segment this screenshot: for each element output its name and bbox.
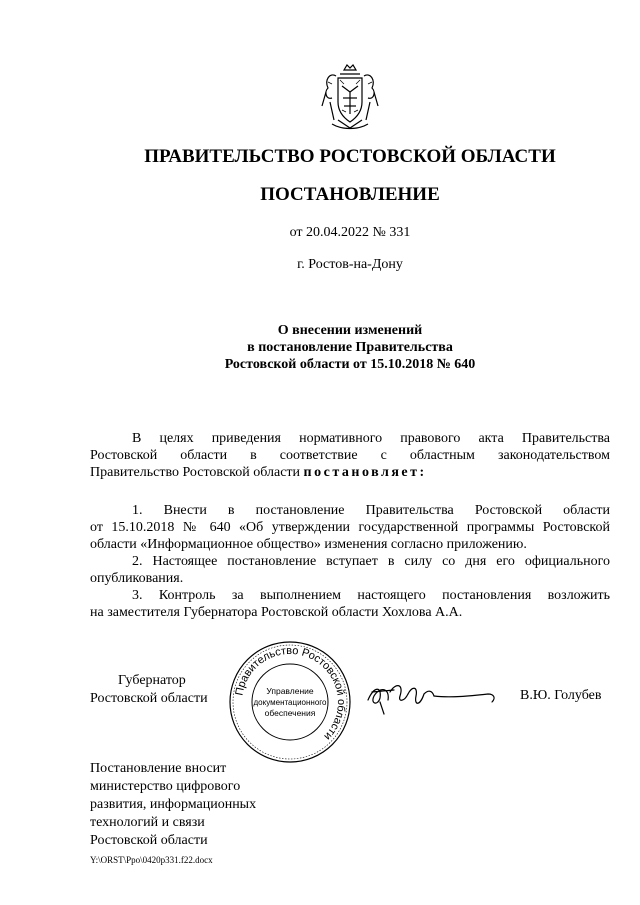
item-1-line: области «Информационное общество» изменения согласно приложению. [90,537,527,552]
position-line: Ростовской области [90,691,208,706]
document-type: ПОСТАНОВЛЕНИЕ [260,184,440,205]
seal-ring-text: Правительство Ростовской области [233,644,348,743]
file-path: Y:\ORST\Ppo\0420p331.f22.docx [90,855,213,865]
preamble-prefix: Правительство Ростовской области [90,465,304,480]
submitted-by-line: развития, информационных [90,797,257,812]
item-2-line: 2. Настоящее постановление вступает в силу со дня его официального [132,554,610,569]
government-title: ПРАВИТЕЛЬСТВО РОСТОВСКОЙ ОБЛАСТИ [144,146,556,167]
paragraph-line: В целях приведения нормативного правового акта Правительства [132,431,610,446]
seal-inner-line: Управление [266,686,314,696]
item-2-line: опубликования. [90,571,184,586]
item-1-line: от 15.10.2018 № 640 «Об утверждении государственной программы Ростовской [90,520,610,535]
decree-keyword: постановляет: [303,465,427,480]
document-date-number: от 20.04.2022 № 331 [289,225,411,240]
position-line: Губернатор [118,673,186,688]
submitted-by-line: министерство цифрового [90,779,241,794]
decree-items [90,502,610,621]
submitted-by-line: Постановление вносит [90,761,227,776]
official-seal [228,640,352,764]
subject-line: Ростовской области от 15.10.2018 № 640 [224,357,476,372]
paragraph-line [90,464,610,481]
handwritten-signature [360,672,500,722]
signatory-position [90,672,208,708]
item-3-line: на заместителя Губернатора Ростовской области Хохлова А.А. [90,605,463,620]
submitted-by-line: Ростовской области [90,833,208,848]
item-1-line: 1. Внести в постановление Правительства Ростовской области [132,503,610,518]
document-city: г. Ростов-на-Дону [297,257,403,272]
seal-inner-line: обеспечения [264,708,316,718]
signatory-name: В.Ю. Голубев [520,688,602,703]
paragraph-line: Ростовской области в соответствие с областным законодательством [90,448,610,463]
seal-inner-line: документационного [253,698,327,707]
subject-line: О внесении изменений [277,323,423,338]
coat-of-arms-icon [318,62,382,132]
submitted-by-block [90,760,256,850]
subject-line: в постановление Правительства [247,340,453,355]
preamble-paragraph [90,430,610,481]
document-subject [0,322,640,373]
item-3-line: 3. Контроль за выполнением настоящего постановления возложить [132,588,610,603]
submitted-by-line: технологий и связи [90,815,205,830]
